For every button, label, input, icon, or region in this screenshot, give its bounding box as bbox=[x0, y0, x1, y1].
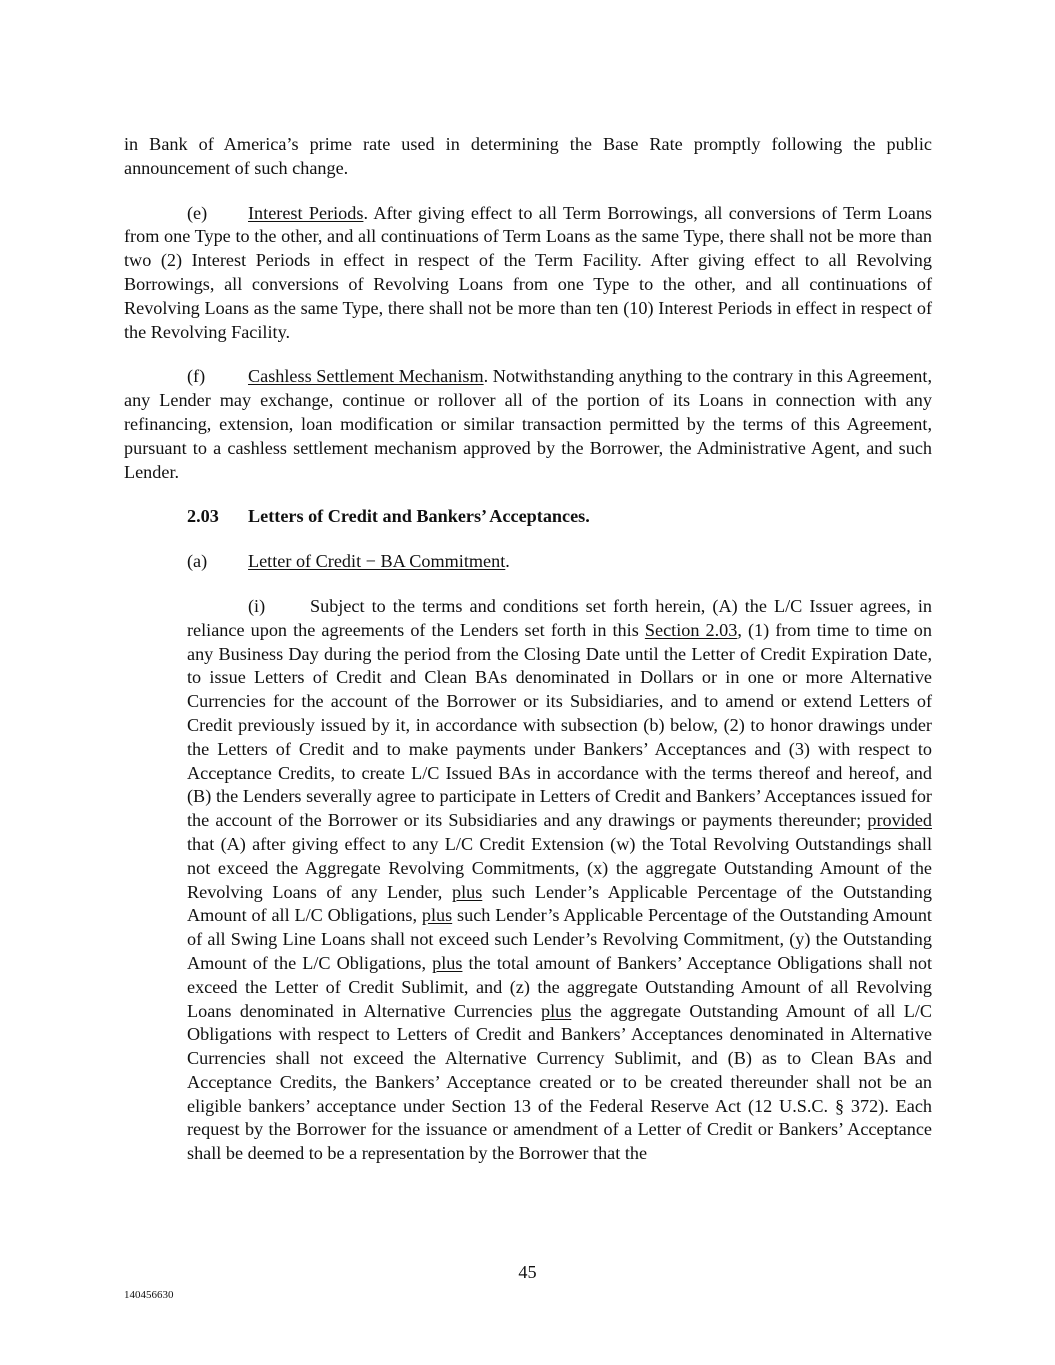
paragraph-label: (e) bbox=[187, 202, 208, 223]
section-number: 2.03 bbox=[187, 506, 219, 527]
paragraph-f bbox=[124, 365, 932, 484]
paragraph-title: Interest Periods bbox=[248, 202, 364, 223]
paragraph-label: (f) bbox=[187, 366, 206, 387]
section-title: Letters of Credit and Bankers’ Acceptances. bbox=[248, 506, 590, 527]
emphasis-plus: plus bbox=[541, 1000, 572, 1021]
clause-text: such Lender’s Applicable Percentage of the Outstanding Amount of all Swing Line Loans shall not exceed such Lender’s Revolving Commitment, (y) the Outstanding Amount of the L/C Obligations, bbox=[187, 905, 932, 973]
clause-text: the total amount of Bankers’ Acceptance Obligations shall not exceed the Letter of Credit Sublimit, and (z) the aggregate Outstanding Amount of all Revolving Loans denominated in Alternative Currencies bbox=[187, 952, 932, 1021]
continuation-paragraph: in Bank of America’s prime rate used in determining the Base Rate promptly following the public announcement of such change. bbox=[124, 134, 932, 178]
subsection-title: Letter of Credit − BA Commitment bbox=[248, 551, 506, 572]
emphasis-plus: plus bbox=[421, 905, 453, 926]
subsection-label: (a) bbox=[187, 551, 208, 572]
clause-text: Subject to the terms and conditions set forth herein, (A) the L/C Issuer agrees, in reliance upon the agreements of the Lenders set forth in this bbox=[187, 595, 932, 640]
clause-text: the aggregate Outstanding Amount of all L/C Obligations with respect to Letters of Credit and Bankers’ Acceptances denominated in Alternative Currencies shall not exceed the Alternative Currency Sublimit, and (B) as to Clean BAs and Acceptance Credits, the Bankers’ Acceptance created or to be created thereunder shall not be an eligible bankers’ acceptance under Section 13 of the Federal Reserve Act (12 U.S.C. § 372). Each request by the Borrower for the issuance or amendment of a Letter of Credit or Bankers’ Acceptance shall be deemed to be a representation by the Borrower that the bbox=[187, 1000, 932, 1164]
clause-text: that (A) after giving effect to any L/C Credit Extension (w) the Total Revolving Outstandings shall not exceed the Aggregate Revolving Commitments, (x) the aggregate Outstanding Amount of the Revolving Loans of any Lender, bbox=[187, 833, 932, 902]
paragraph-text: . After giving effect to all Term Borrowings, all conversions of Term Loans from one Type to the other, and all continuations of Term Loans as the same Type, there shall not be more than two (2) Interest Periods in effect in respect of the Term Facility. After giving effect to all Revolving Borrowings, all conversions of Revolving Loans from one Type to the other, and all continuations of Revolving Loans as the same Type, there shall not be more than ten (10) Interest Periods in effect in respect of the Revolving Facility. bbox=[124, 202, 932, 342]
document-id: 140456630 bbox=[124, 1289, 174, 1301]
emphasis-provided: provided bbox=[867, 810, 932, 831]
clause-text: such Lender’s Applicable Percentage of the Outstanding Amount of all L/C Obligations, bbox=[187, 881, 932, 926]
paragraph-text: . Notwithstanding anything to the contrary in this Agreement, any Lender may exchange, continue or rollover all of the portion of its Loans in connection with any refinancing, extension, loan modification or similar transaction permitted by the terms of this Agreement, pursuant to a cashless settlement mechanism approved by the Borrower, the Administrative Agent, and such Lender. bbox=[124, 366, 932, 482]
subsection-a bbox=[124, 550, 932, 574]
clause-i bbox=[187, 595, 932, 1166]
section-heading bbox=[124, 505, 932, 529]
clause-label: (i) bbox=[248, 595, 266, 616]
clause-i-block bbox=[187, 595, 932, 1166]
subsection-trail: . bbox=[505, 551, 510, 572]
document-page bbox=[124, 133, 932, 1166]
section-reference: Section 2.03 bbox=[644, 619, 738, 640]
page-number: 45 bbox=[518, 1262, 537, 1282]
paragraph-e bbox=[124, 202, 932, 345]
emphasis-plus: plus bbox=[451, 881, 483, 902]
clause-text: , (1) from time to time on any Business Day during the period from the Closing Date until the Letter of Credit Expiration Date, to issue Letters of Credit and Clean BAs denominated in Dollars or in one or more Alternative Currencies for the account of the Borrower or its Subsidiaries, and to amend or extend Letters of Credit previously issued by it, in accordance with subsection (b) below, (2) to honor drawings under the Letters of Credit and to make payments under Bankers’ Acceptances and (3) with respect to Acceptance Credits, to create L/C Issued BAs in accordance with the terms thereof and hereof, and (B) the Lenders severally agree to participate in Letters of Credit and Bankers’ Acceptances issued for the account of the Borrower or its Subsidiaries and any drawings or payments thereunder; bbox=[187, 619, 932, 831]
emphasis-plus: plus bbox=[432, 952, 463, 973]
paragraph-title: Cashless Settlement Mechanism bbox=[248, 366, 484, 387]
